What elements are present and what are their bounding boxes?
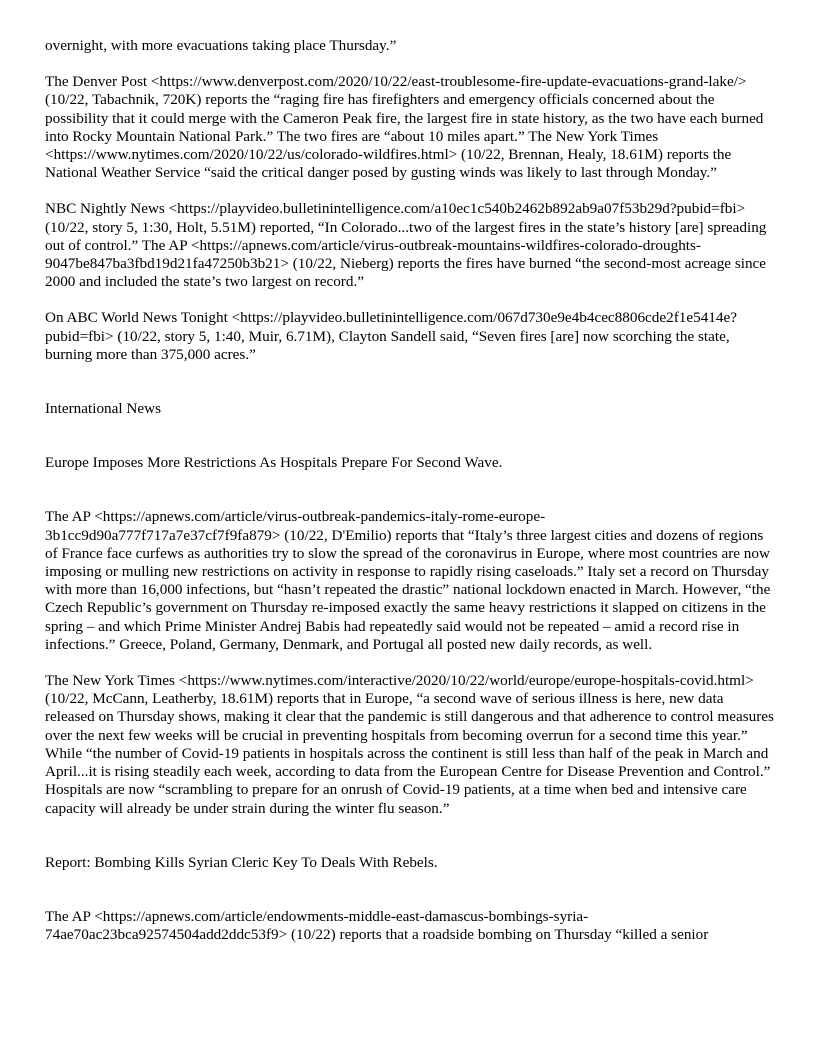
section-heading-international-news: International News (45, 400, 161, 418)
story-headline-syria-bombing: Report: Bombing Kills Syrian Cleric Key To Deals With Rebels. (45, 853, 438, 871)
paragraph-ap-europe: The AP <https://apnews.com/article/virus-outbreak-pandemics-italy-rome-europe-3b1cc9d90a777f717a7e37cf7f9fa879> (10/22, D'Emilio) reports that “Italy’s three largest cities and dozens of regions of France face curfews as authorities try to slow the spread of the coronavirus in Europe, where most countries are now imposing or mulling new restrictions on activity in response to rapidly rising caseloads.” Italy set a record on Thursday with more than 16,000 infections, but “hasn’t repeated the drastic” national lockdown enacted in March. However, “the Czech Republic’s government on Thursday re-imposed exactly the same heavy restrictions it slapped on citizens in the spring – and which Prime Minister Andrej Babis had repeatedly said would not be repeated – amid a record rise in infections.” Greece, Poland, Germany, Denmark, and Portugal all posted new daily records, as well. (45, 508, 771, 653)
paragraph-abc-world-news: On ABC World News Tonight <https://playvideo.bulletinintelligence.com/067d730e9e4b4cec8806cde2f1e5414e?pubid=fbi> (10/22, story 5, 1:40, Muir, 6.71M), Clayton Sandell said, “Seven fires [are] now scorching the state, burning more than 375,000 acres.” (45, 309, 737, 363)
story-headline-europe-restrictions: Europe Imposes More Restrictions As Hospitals Prepare For Second Wave. (45, 454, 503, 472)
paragraph-nbc-nightly-news: NBC Nightly News <https://playvideo.bulletinintelligence.com/a10ec1c540b2462b892ab9a07f53b29d?pubid=fbi> (10/22, story 5, 1:30, Holt, 5.51M) reported, “In Colorado...two of the largest fires in the state’s history [are] spreading out of control.” The AP <https://apnews.com/article/virus-outbreak-mountains-wildfires-colorado-droughts-9047be847ba3fbd19d21fa47250b3b21> (10/22, Nieberg) reports the fires have burned “the second-most acreage since 2000 and included the state’s two largest on record.” (45, 200, 767, 291)
paragraph-denver-post: The Denver Post <https://www.denverpost.com/2020/10/22/east-troublesome-fire-update-evacuations-grand-lake/> (10/22, Tabachnik, 720K) reports the “raging fire has firefighters and emergency officials concerned about the possibility that it could merge with the Cameron Peak fire, the largest fire in state history, as the two have each burned into Rocky Mountain National Park.” The two fires are “about 10 miles apart.” The New York Times <https://www.nytimes.com/2020/10/22/us/colorado-wildfires.html> (10/22, Brennan, Healy, 18.61M) reports the National Weather Service “said the critical danger posed by gusting winds was likely to last through Monday.” (45, 73, 764, 182)
paragraph-ap-syria: The AP <https://apnews.com/article/endowments-middle-east-damascus-bombings-syria-74ae70ac23bca92574504add2ddc53f9> (10/22) reports that a roadside bombing on Thursday “killed a senior (45, 907, 709, 944)
paragraph-continuation: overnight, with more evacuations taking place Thursday.” (45, 37, 397, 54)
paragraph-nyt-europe-hospitals: The New York Times <https://www.nytimes.com/interactive/2020/10/22/world/europe/europe-hospitals-covid.html> (10/22, McCann, Leatherby, 18.61M) reports that in Europe, “a second wave of serious illness is here, new data released on Thursday shows, making it clear that the pandemic is still dangerous and that adherence to control measures over the next few weeks will be crucial in preventing hospitals from becoming overrun for a second time this year.” While “the number of Covid-19 patients in hospitals across the continent is still less than half of the peak in March and April...it is rising steadily each week, according to data from the European Centre for Disease Prevention and Control.” Hospitals are now “scrambling to prepare for an onrush of Covid-19 patients, at a time when bed and intensive care capacity will already be under strain during the winter flu season.” (45, 672, 774, 817)
